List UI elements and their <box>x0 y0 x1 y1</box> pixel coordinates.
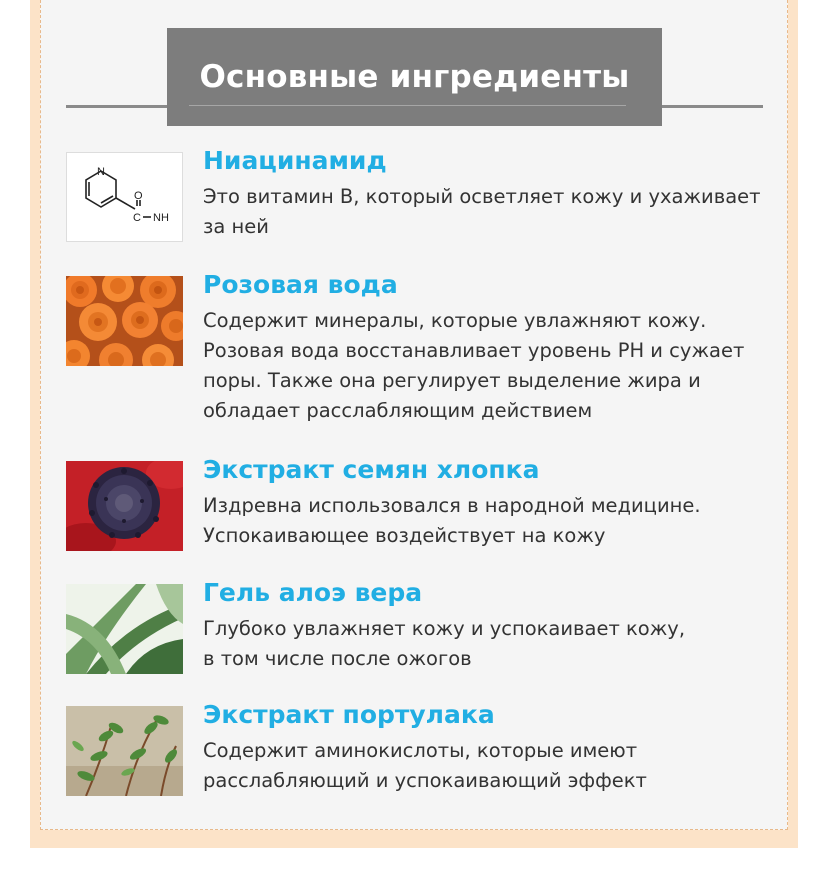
cotton-flower-image <box>66 461 183 551</box>
aloe-vera-image <box>66 584 183 674</box>
formula-c-label: C <box>133 212 141 224</box>
ingredient-name: Экстракт портулака <box>203 700 495 729</box>
description-line: расслабляющий и успокаивающий эффект <box>203 769 647 792</box>
ingredient-description <box>203 306 773 426</box>
page-title: Основные ингредиенты <box>199 59 630 95</box>
ingredient-name: Розовая вода <box>203 270 398 299</box>
description-line: Издревна использовался в народной медицине. <box>203 494 701 517</box>
ingredient-name: Ниацинамид <box>203 146 387 175</box>
description-line: Глубоко увлажняет кожу и успокаивает кожу, <box>203 617 686 640</box>
description-line: обладает расслабляющим действием <box>203 399 593 422</box>
description-line: Содержит минералы, которые увлажняют кожу. <box>203 309 707 332</box>
ingredient-description <box>203 182 773 242</box>
purslane-image <box>66 706 183 796</box>
orange-roses-image <box>66 276 183 366</box>
formula-nh-label: NH <box>153 212 169 224</box>
formula-o-label: O <box>134 190 143 202</box>
description-line: за ней <box>203 215 269 238</box>
description-line: Розовая вода восстанавливает уровень PH и сужает <box>203 339 745 362</box>
description-line: поры. Также она регулирует выделение жира и <box>203 369 701 392</box>
ingredient-name: Экстракт семян хлопка <box>203 455 540 484</box>
ingredient-description <box>203 491 773 551</box>
description-line: Успокаивающее воздействует на кожу <box>203 524 606 547</box>
niacinamide-structure-image <box>66 152 183 242</box>
description-line: Содержит аминокислоты, которые имеют <box>203 739 638 762</box>
ingredient-description <box>203 736 773 796</box>
description-line: Это витамин B, который осветляет кожу и ухаживает <box>203 185 761 208</box>
formula-n-label: N <box>97 166 105 178</box>
title-banner <box>167 28 662 126</box>
title-underline <box>189 105 626 106</box>
ingredient-name: Гель алоэ вера <box>203 578 423 607</box>
ingredient-description <box>203 614 773 674</box>
description-line: в том числе после ожогов <box>203 647 472 670</box>
